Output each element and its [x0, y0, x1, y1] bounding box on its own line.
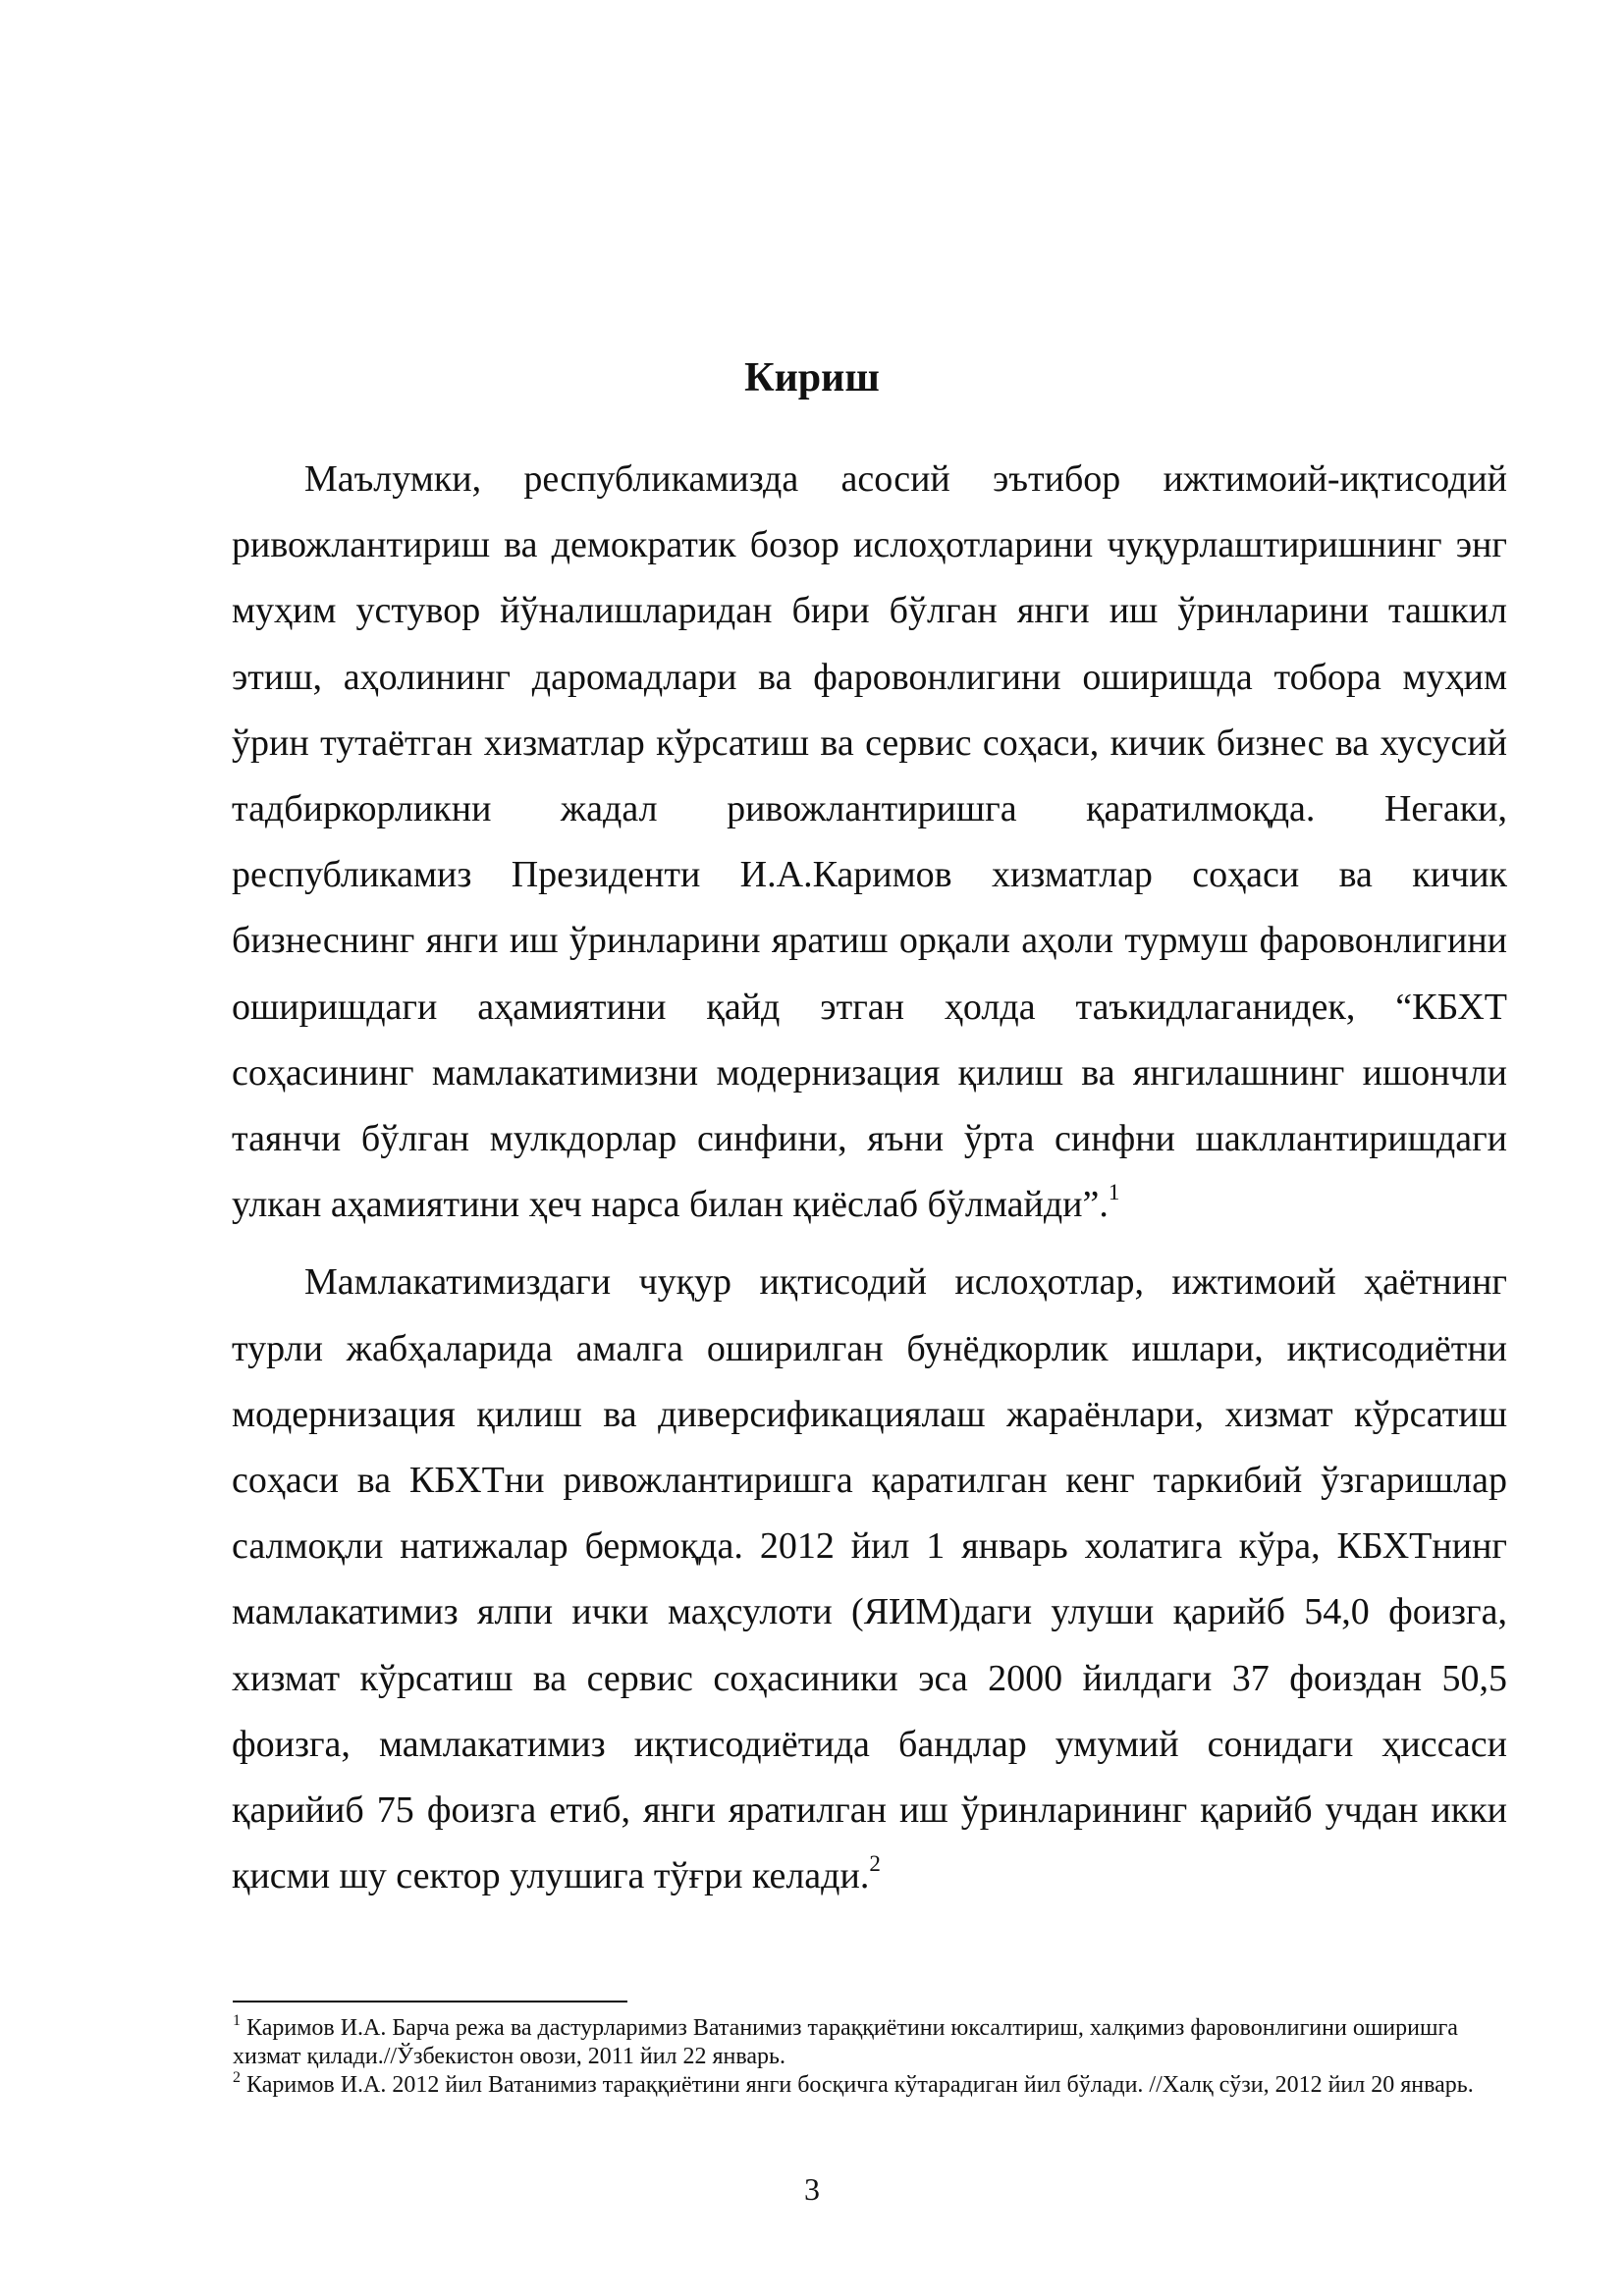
- footnote-ref-2[interactable]: 2: [869, 1851, 881, 1877]
- footnote-2-number: 2: [233, 2069, 241, 2086]
- paragraph-2: [232, 1250, 1507, 1909]
- main-text: [232, 447, 1507, 1909]
- footnote-2-text: Каримов И.А. 2012 йил Ватанимиз тараққиётини янги босқичга кўтарадиган йил бўлади. //Халқ сўзи, 2012 йил 20 январь.: [246, 2072, 1474, 2098]
- footnote-ref-1[interactable]: 1: [1108, 1180, 1120, 1205]
- footnote-1: [233, 2014, 1509, 2071]
- page-title: Кириш: [744, 355, 880, 400]
- paragraph-2-text: Мамлакатимиздаги чуқур иқтисодий ислоҳотлар, ижтимоий ҳаётнинг турли жабҳаларида амалга оширилган бунёдкорлик ишлари, иқтисодиётни модернизация қилиш ва диверсификациялаш жараёнлари, хизмат кўрсатиш соҳаси ва КБХТни ривожлантиришга қаратилган кенг таркибий ўзгаришлар салмоқли натижалар бермоқда. 2012 йил 1 январь холатига кўра, КБХТнинг мамлакатимиз ялпи ички маҳсулоти (ЯИМ)даги улуши қарийб 54,0 фоизга, хизмат кўрсатиш ва сервис соҳасиники эса 2000 йилдаги 37 фоиздан 50,5 фоизга, мамлакатимиз иқтисодиётида бандлар умумий сонидаги ҳиссаси қарийиб 75 фоизга етиб, янги яратилган иш ўринларининг қарийб учдан икки қисми шу сектор улушига тўғри келади.: [232, 1261, 1507, 1897]
- paragraph-1: [232, 447, 1507, 1238]
- footnote-2: [233, 2071, 1509, 2100]
- paragraph-1-text: Маълумки, республикамизда асосий эътибор ижтимоий-иқтисодий ривожлантириш ва демократик бозор ислоҳотларини чуқурлаштиришнинг энг муҳим устувор йўналишларидан бири бўлган янги иш ўринларини ташкил этиш, аҳолининг даромадлари ва фаровонлигини оширишда тобора муҳим ўрин тутаётган хизматлар кўрсатиш ва сервис соҳаси, кичик бизнес ва хусусий тадбиркорликни жадал ривожлантиришга қаратилмоқда. Негаки, республикамиз Президенти И.А.Каримов хизматлар соҳаси ва кичик бизнеснинг янги иш ўринларини яратиш орқали аҳоли турмуш фаровонлигини оширишдаги аҳамиятини қайд этган ҳолда таъкидлаганидек, “КБХТ соҳасининг мамлакатимизни модернизация қилиш ва янгилашнинг ишончли таянчи бўлган мулкдорлар синфини, яъни ўрта синфни шакллантиришдаги улкан аҳамиятини ҳеч нарса билан қиёслаб бўлмайди”.: [232, 458, 1507, 1226]
- page-number: 3: [804, 2171, 820, 2207]
- footnotes: [233, 2014, 1509, 2100]
- footnote-1-text: Каримов И.А. Барча режа ва дастурларимиз Ватанимиз тараққиётини юксалтириш, халқимиз фаровонлигини оширишга хизмат қилади.//Ўзбекистон овози, 2011 йил 22 январь.: [233, 2015, 1458, 2069]
- footnote-divider: [233, 2001, 627, 2002]
- footnote-1-number: 1: [233, 2012, 241, 2029]
